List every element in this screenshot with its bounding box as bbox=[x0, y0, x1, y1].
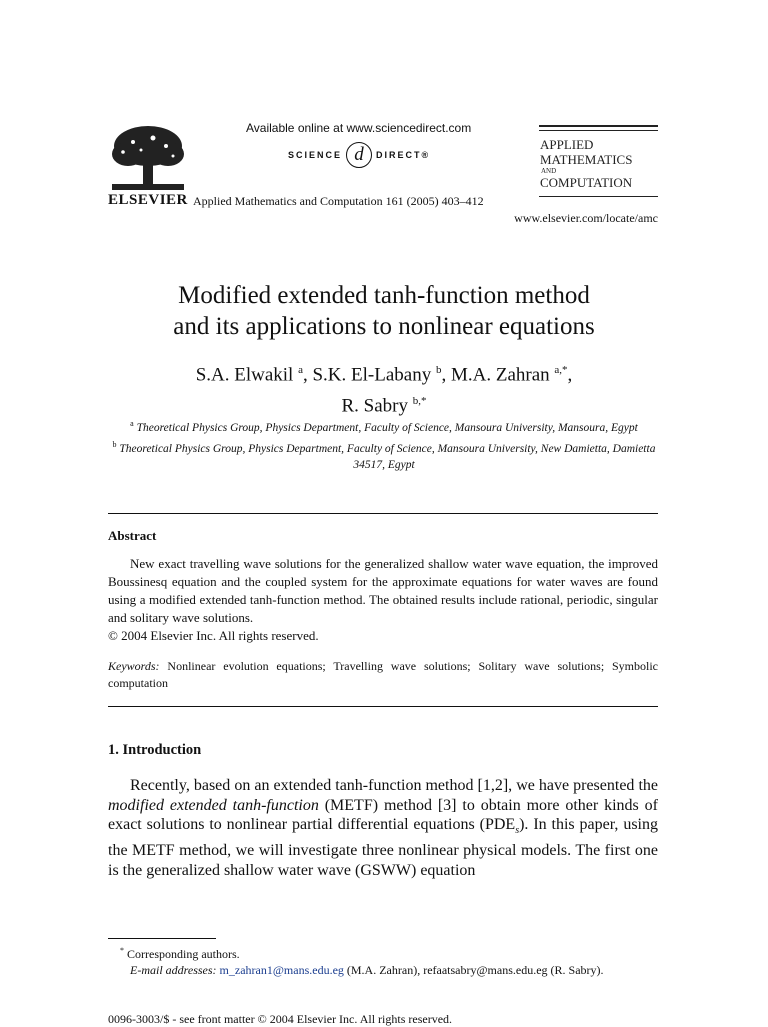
affiliations bbox=[110, 416, 658, 474]
affiliation-item bbox=[110, 416, 658, 436]
keywords-label: Keywords: bbox=[108, 659, 160, 673]
author-affiliation-mark: b,* bbox=[412, 395, 427, 408]
sd-logo-right: DIRECT® bbox=[376, 150, 431, 160]
elsevier-tree-logo bbox=[108, 124, 188, 192]
journal-url: www.elsevier.com/locate/amc bbox=[514, 211, 658, 225]
publisher-wordmark: ELSEVIER bbox=[108, 192, 188, 208]
abstract-body: New exact travelling wave solutions for the generalized shallow water wave equation, the improved Boussinesq equation and the coupled system for the approximate equations for water waves are found using a modified extended tanh-function method. The obtained results include rational, periodic, singular and solitary wave solutions. bbox=[108, 556, 658, 625]
affiliation-text: Theoretical Physics Group, Physics Department, Faculty of Science, Mansoura University, New Damietta, Damietta 34517, Egypt bbox=[119, 442, 656, 471]
author-affiliation-mark: a,* bbox=[554, 364, 568, 376]
journal-logo-rule bbox=[539, 125, 658, 127]
affiliation-mark: a bbox=[130, 419, 134, 428]
journal-logo-line2: MATHEMATICS bbox=[540, 152, 633, 167]
footnote-mark: * bbox=[120, 946, 124, 955]
author-name: M.A. Zahran bbox=[450, 364, 550, 386]
intro-subscript: s bbox=[515, 825, 520, 837]
author-separator: , bbox=[441, 364, 451, 386]
author-name: R. Sabry bbox=[341, 395, 408, 417]
author-separator: , bbox=[567, 364, 573, 386]
journal-logo-line1: APPLIED bbox=[540, 137, 594, 152]
author-name: S.A. Elwakil bbox=[195, 364, 294, 386]
intro-paragraph bbox=[108, 776, 658, 881]
affiliation-mark: b bbox=[112, 439, 117, 449]
title-line-1: Modified extended tanh-function method bbox=[178, 282, 590, 309]
abstract-bottom-rule bbox=[108, 706, 658, 707]
journal-logo-rule bbox=[539, 130, 658, 131]
issn-line: 0096-3003/$ - see front matter © 2004 Elsevier Inc. All rights reserved. bbox=[108, 1012, 453, 1026]
author-separator: , bbox=[302, 364, 313, 386]
footnote-corresponding bbox=[120, 946, 240, 962]
journal-citation: Applied Mathematics and Computation 161 (2005) 403–412 bbox=[193, 194, 484, 208]
available-online-text: Available online at www.sciencedirect.com bbox=[246, 121, 472, 135]
email-owner: (M.A. Zahran), bbox=[343, 963, 424, 977]
abstract-copyright: © 2004 Elsevier Inc. All rights reserved. bbox=[108, 628, 319, 643]
author-name: S.K. El-Labany bbox=[312, 364, 432, 386]
abstract-top-rule bbox=[108, 513, 658, 514]
journal-logo-rule bbox=[539, 196, 658, 197]
article-title bbox=[0, 280, 768, 342]
journal-logo-line3: AND bbox=[541, 167, 557, 175]
footnote-emails bbox=[108, 962, 658, 978]
sd-logo-mark: d bbox=[346, 142, 372, 168]
affiliation-item bbox=[110, 437, 658, 473]
sciencedirect-logo bbox=[288, 142, 430, 168]
journal-logo-line4: COMPUTATION bbox=[540, 175, 633, 190]
sd-logo-left: SCIENCE bbox=[288, 150, 343, 160]
email-owner: (R. Sabry). bbox=[547, 963, 604, 977]
email-link-zahran[interactable]: m_zahran1@mans.edu.eg bbox=[219, 963, 344, 977]
author-affiliation-mark: a bbox=[298, 364, 303, 376]
footnote-text: Corresponding authors. bbox=[127, 947, 240, 961]
title-line-2: and its applications to nonlinear equations bbox=[173, 313, 595, 340]
intro-emphasis: modified extended tanh-function bbox=[108, 796, 319, 814]
footnote-rule bbox=[108, 938, 216, 939]
section-heading: 1. Introduction bbox=[108, 742, 202, 758]
author-list bbox=[0, 357, 768, 420]
author-affiliation-mark: b bbox=[435, 364, 442, 376]
intro-text: Recently, based on an extended tanh-function method [1,2], we have presented the bbox=[130, 777, 658, 794]
intro-text: ). In this paper, using the METF method, we will investigate three nonlinear physical models. The first one is the generalized shallow water wave (GSWW) equation bbox=[108, 816, 658, 879]
keywords-text: Nonlinear evolution equations; Travelling wave solutions; Solitary wave solutions; Symbolic computation bbox=[108, 659, 659, 690]
affiliation-text: Theoretical Physics Group, Physics Department, Faculty of Science, Mansoura University, Mansoura, Egypt bbox=[136, 421, 638, 434]
email-label: E-mail addresses: bbox=[130, 963, 217, 977]
email-link-sabry[interactable]: refaatsabry@mans.edu.eg bbox=[423, 963, 548, 977]
keywords bbox=[108, 658, 658, 692]
intro-text: (METF) method [3] to obtain more other kinds of exact solutions to nonlinear partial differential equations (PDE bbox=[108, 796, 658, 834]
abstract-heading: Abstract bbox=[108, 528, 157, 543]
journal-logo bbox=[540, 137, 632, 190]
